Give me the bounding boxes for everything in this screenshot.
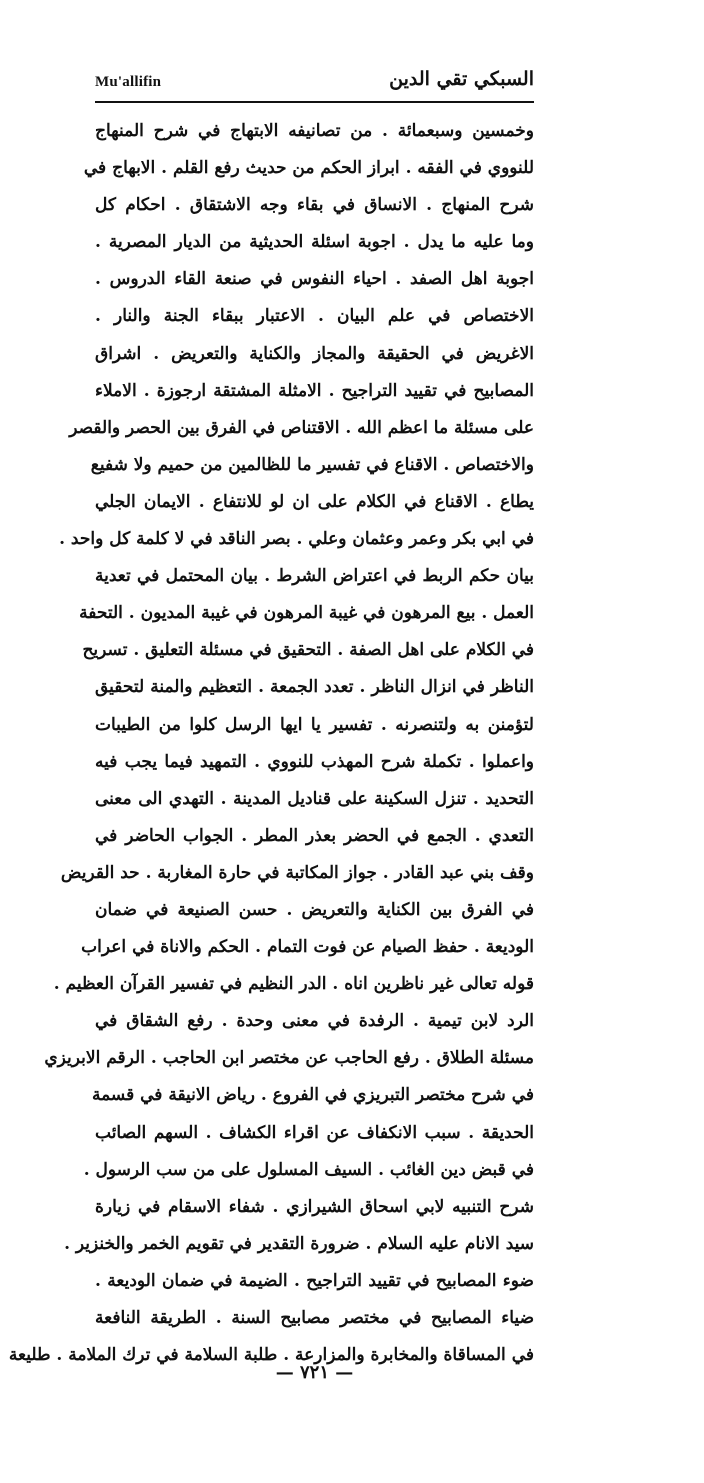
text-line: وخمسين وسبعمائة . من تصانيفه الابتهاج في شرح المنهاج: [95, 121, 534, 141]
text-line: يطاع . الاقناع في الكلام على ان لو للانتفاع . الايمان الجلي: [95, 491, 534, 512]
header-right-title: السبكي تقي الدين: [389, 68, 534, 90]
text-line: في المساقاة والمخابرة والمزارعة . طلبة السلامة في ترك الملامة . طليعة: [8, 1345, 534, 1366]
text-line: في الكلام على اهل الصفة . التحقيق في مسئلة التعليق . تسريح: [82, 640, 534, 661]
header-divider: [95, 101, 534, 103]
text-line: المصابيح في تقييد التراجيح . الامثلة المشتقة ارجوزة . الاملاء: [95, 380, 534, 401]
text-line: الرد لابن تيمية . الرفدة في معنى وحدة . رفع الشقاق في: [95, 1011, 534, 1032]
page-number: — ٧٢١ —: [275, 1362, 354, 1383]
text-line: وما عليه ما يدل . اجوبة اسئلة الحديثية من الديار المصرية .: [95, 232, 534, 253]
running-header: [95, 68, 534, 100]
text-line: سيد الانام عليه السلام . ضرورة التقدير في تقويم الخمر والخنزير .: [64, 1233, 534, 1254]
text-line: في ابي بكر وعمر وعثمان وعلي . بصر الناقد في لا كلمة كل واحد .: [59, 529, 534, 550]
text-line: في شرح مختصر التبريزي في الفروع . رياض الانيقة في قسمة: [91, 1085, 534, 1106]
text-line: التحديد . تنزل السكينة على قناديل المدينة . التهدي الى معنى: [95, 788, 534, 809]
text-line: الحديقة . سبب الانكفاف عن اقراء الكشاف . السهم الصائب: [95, 1122, 534, 1143]
text-line: ضوء المصابيح في تقييد التراجيح . الضيمة في ضمان الوديعة .: [95, 1270, 534, 1291]
header-left-label: Mu'allifin: [95, 74, 162, 90]
text-line: اجوبة اهل الصفد . احياء النفوس في صنعة القاء الدروس .: [95, 269, 534, 290]
text-line: والاختصاص . الاقناع في تفسير ما للظالمين من حميم ولا شفيع: [90, 454, 534, 475]
text-line: ضياء المصابيح في مختصر مصابيح السنة . الطريقة النافعة: [95, 1308, 534, 1328]
text-line: شرح المنهاج . الانساق في بقاء وجه الاشتقاق . احكام كل: [95, 195, 534, 216]
text-line: الاغريض في الحقيقة والمجاز والكناية والتعريض . اشراق: [95, 343, 534, 364]
text-line: في قبض دين الغائب . السيف المسلول على من سب الرسول .: [83, 1159, 534, 1180]
body-text: [8, 113, 534, 1374]
text-line: شرح التنبيه لابي اسحاق الشيرازي . شفاء الاسقام في زيارة: [95, 1196, 534, 1217]
text-line: لتؤمنن به ولتنصرنه . تفسير يا ايها الرسل كلوا من الطيبات: [95, 714, 534, 735]
text-line: الوديعة . حفظ الصيام عن فوت التمام . الحكم والاناة في اعراب: [81, 937, 534, 958]
text-line: مسئلة الطلاق . رفع الحاجب عن مختصر ابن الحاجب . الرقم الابريزي: [44, 1048, 534, 1069]
text-line: على مسئلة ما اعظم الله . الاقتناص في الفرق بين الحصر والقصر: [69, 417, 534, 438]
text-line: الناظر في انزال الناظر . تعدد الجمعة . التعظيم والمنة لتحقيق: [95, 677, 534, 698]
text-line: بيان حكم الربط في اعتراض الشرط . بيان المحتمل في تعدية: [95, 566, 534, 587]
text-line: في الفرق بين الكناية والتعريض . حسن الصنيعة في ضمان: [95, 899, 534, 920]
text-line: الاختصاص في علم البيان . الاعتبار ببقاء الجنة والنار .: [95, 306, 534, 327]
text-line: قوله تعالى غير ناظرين اناه . الدر النظيم في تفسير القرآن العظيم .: [53, 974, 534, 995]
text-line: واعملوا . تكملة شرح المهذب للنووي . التمهيد فيما يجب فيه: [95, 751, 534, 772]
text-line: العمل . بيع المرهون في غيبة المرهون في غيبة المديون . التحفة: [79, 603, 534, 624]
text-line: التعدي . الجمع في الحضر بعذر المطر . الجواب الحاضر في: [95, 825, 534, 846]
text-line: وقف بني عبد القادر . جواز المكاتبة في حارة المغاربة . حد القريض: [60, 862, 534, 883]
text-line: للنووي في الفقه . ابراز الحكم من حديث رفع القلم . الابهاج في: [83, 158, 534, 179]
